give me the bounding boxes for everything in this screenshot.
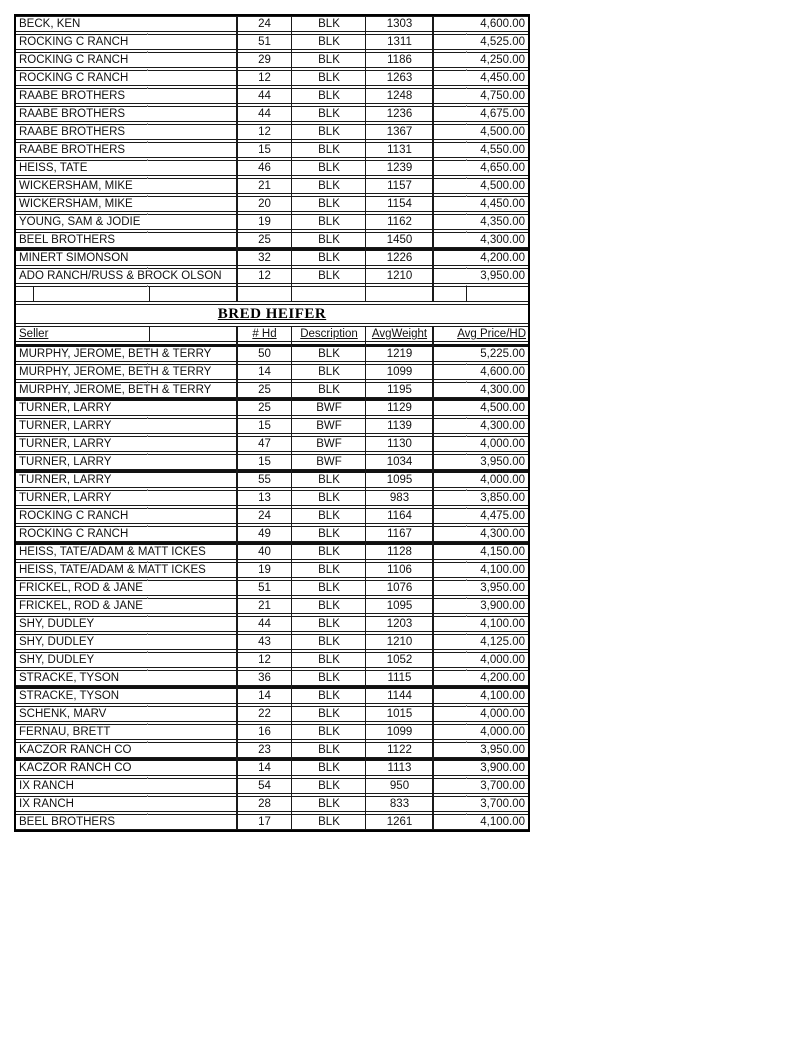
description-cell: BWF xyxy=(316,456,342,468)
seller-cell: ROCKING C RANCH xyxy=(19,72,129,84)
avg-weight-cell: 1099 xyxy=(386,726,413,738)
head-count-cell: 32 xyxy=(258,252,271,264)
table-row xyxy=(16,742,528,758)
description-cell: BLK xyxy=(318,654,340,666)
price-cell: 3,700.00 xyxy=(480,798,525,810)
avg-weight-cell: 1226 xyxy=(386,252,413,264)
price-cell: 4,350.00 xyxy=(480,216,525,228)
table-row xyxy=(16,526,528,542)
table-row xyxy=(16,268,528,284)
table-row xyxy=(16,814,528,830)
seller-cell: HEISS, TATE/ADAM & MATT ICKES xyxy=(19,546,206,558)
head-count-cell: 51 xyxy=(258,36,271,48)
seller-cell: HEISS, TATE xyxy=(19,162,88,174)
price-cell: 4,475.00 xyxy=(480,510,525,522)
avg-weight-cell: 1076 xyxy=(386,582,413,594)
seller-cell: RAABE BROTHERS xyxy=(19,108,126,120)
seller-cell: MURPHY, JEROME, BETH & TERRY xyxy=(19,384,212,396)
description-cell: BLK xyxy=(318,384,340,396)
head-count-cell: 12 xyxy=(258,72,271,84)
header-description: Description xyxy=(300,328,358,340)
table-row xyxy=(16,652,528,668)
price-cell: 3,950.00 xyxy=(480,744,525,756)
avg-weight-cell: 1210 xyxy=(386,636,413,648)
description-cell: BLK xyxy=(318,474,340,486)
table-row xyxy=(16,580,528,596)
price-cell: 3,900.00 xyxy=(480,762,525,774)
head-count-cell: 44 xyxy=(258,618,271,630)
description-cell: BLK xyxy=(318,708,340,720)
head-count-cell: 14 xyxy=(258,366,271,378)
grid-line-price-upper xyxy=(432,16,434,302)
head-count-cell: 15 xyxy=(258,456,271,468)
avg-weight-cell: 1139 xyxy=(387,420,412,432)
page xyxy=(0,14,791,1038)
head-count-cell: 22 xyxy=(258,708,271,720)
head-count-cell: 25 xyxy=(258,234,271,246)
avg-weight-cell: 1164 xyxy=(387,510,412,522)
table-row xyxy=(16,724,528,740)
seller-cell: TURNER, LARRY xyxy=(19,438,112,450)
description-cell: BLK xyxy=(318,18,340,30)
table-row xyxy=(16,508,528,524)
head-count-cell: 40 xyxy=(258,546,271,558)
grid-line-description-upper xyxy=(291,16,292,302)
header-spacer xyxy=(150,327,237,341)
section-2-rows xyxy=(16,344,528,830)
avg-weight-cell: 833 xyxy=(389,798,410,810)
table-row xyxy=(16,778,528,794)
seller-cell: MURPHY, JEROME, BETH & TERRY xyxy=(19,366,212,378)
price-cell: 4,000.00 xyxy=(480,708,525,720)
head-count-cell: 21 xyxy=(258,600,271,612)
table-row xyxy=(16,214,528,230)
head-count-cell: 44 xyxy=(258,108,271,120)
seller-cell: SCHENK, MARV xyxy=(19,708,107,720)
avg-weight-cell: 1095 xyxy=(386,474,413,486)
seller-cell: SHY, DUDLEY xyxy=(19,618,95,630)
head-count-cell: 46 xyxy=(258,162,271,174)
description-cell: BLK xyxy=(318,672,340,684)
seller-cell: RAABE BROTHERS xyxy=(19,90,126,102)
description-cell: BLK xyxy=(318,162,340,174)
price-cell: 4,100.00 xyxy=(480,690,525,702)
description-cell: BLK xyxy=(318,618,340,630)
head-count-cell: 24 xyxy=(258,18,271,30)
head-count-cell: 25 xyxy=(258,384,271,396)
grid-line-blank-left-cell xyxy=(33,286,34,302)
column-header-row xyxy=(16,326,528,342)
table-row xyxy=(16,796,528,812)
header-avg-weight: AvgWeight xyxy=(371,328,428,340)
seller-cell: KACZOR RANCH CO xyxy=(19,744,132,756)
table-row xyxy=(16,70,528,86)
grid-line-weight-upper xyxy=(365,16,366,302)
seller-cell: RAABE BROTHERS xyxy=(19,144,126,156)
head-count-cell: 14 xyxy=(258,762,271,774)
seller-cell: TURNER, LARRY xyxy=(19,474,112,486)
head-count-cell: 54 xyxy=(258,780,271,792)
seller-cell: BECK, KEN xyxy=(19,18,81,30)
seller-cell: TURNER, LARRY xyxy=(19,492,112,504)
avg-weight-cell: 1122 xyxy=(387,744,412,756)
table-row xyxy=(16,562,528,578)
table-row xyxy=(16,418,528,434)
table-row xyxy=(16,142,528,158)
price-cell: 4,250.00 xyxy=(480,54,525,66)
table-row xyxy=(16,634,528,650)
description-cell: BLK xyxy=(318,72,340,84)
description-cell: BLK xyxy=(318,54,340,66)
seller-cell: FRICKEL, ROD & JANE xyxy=(19,582,143,594)
price-cell: 4,300.00 xyxy=(480,528,525,540)
seller-cell: SHY, DUDLEY xyxy=(19,654,95,666)
description-cell: BWF xyxy=(316,438,342,450)
table-row xyxy=(16,542,528,560)
seller-cell: ADO RANCH/RUSS & BROCK OLSON xyxy=(19,270,222,282)
head-count-cell: 55 xyxy=(258,474,271,486)
description-cell: BLK xyxy=(318,780,340,792)
head-count-cell: 36 xyxy=(258,672,271,684)
avg-weight-cell: 1367 xyxy=(386,126,413,138)
seller-cell: BEEL BROTHERS xyxy=(19,234,116,246)
table-row xyxy=(16,382,528,398)
description-cell: BLK xyxy=(318,690,340,702)
description-cell: BLK xyxy=(318,744,340,756)
seller-cell: TURNER, LARRY xyxy=(19,420,112,432)
price-cell: 4,100.00 xyxy=(480,564,525,576)
avg-weight-cell: 1154 xyxy=(387,198,412,210)
price-cell: 3,950.00 xyxy=(480,582,525,594)
table-row xyxy=(16,758,528,776)
price-cell: 4,650.00 xyxy=(480,162,525,174)
avg-weight-cell: 1131 xyxy=(387,144,412,156)
sale-report-table xyxy=(14,14,530,832)
grid-line-headcount-lower xyxy=(236,326,238,830)
section-divider xyxy=(16,304,528,324)
avg-weight-cell: 1015 xyxy=(386,708,413,720)
head-count-cell: 50 xyxy=(258,348,271,360)
description-cell: BWF xyxy=(316,402,342,414)
header-seller: Seller xyxy=(19,328,49,340)
section-title: BRED HEIFER xyxy=(217,306,327,322)
avg-weight-cell: 1113 xyxy=(387,762,412,774)
description-cell: BLK xyxy=(318,348,340,360)
price-cell: 5,225.00 xyxy=(480,348,525,360)
description-cell: BLK xyxy=(318,762,340,774)
description-cell: BLK xyxy=(318,126,340,138)
price-cell: 4,550.00 xyxy=(480,144,525,156)
avg-weight-cell: 1099 xyxy=(386,366,413,378)
description-cell: BLK xyxy=(318,816,340,828)
head-count-cell: 23 xyxy=(258,744,271,756)
head-count-cell: 13 xyxy=(258,492,271,504)
table-row xyxy=(16,686,528,704)
seller-cell: YOUNG, SAM & JODIE xyxy=(19,216,141,228)
seller-cell: RAABE BROTHERS xyxy=(19,126,126,138)
price-cell: 4,300.00 xyxy=(480,234,525,246)
seller-cell: SHY, DUDLEY xyxy=(19,636,95,648)
avg-weight-cell: 1450 xyxy=(386,234,413,246)
seller-cell: IX RANCH xyxy=(19,798,74,810)
price-cell: 4,450.00 xyxy=(480,72,525,84)
table-row xyxy=(16,124,528,140)
price-cell: 4,000.00 xyxy=(480,654,525,666)
table-row xyxy=(16,106,528,122)
table-row xyxy=(16,88,528,104)
avg-weight-cell: 1167 xyxy=(387,528,412,540)
price-cell: 3,950.00 xyxy=(480,456,525,468)
price-cell: 4,750.00 xyxy=(480,90,525,102)
description-cell: BLK xyxy=(318,198,340,210)
seller-cell: ROCKING C RANCH xyxy=(19,510,129,522)
price-cell: 4,000.00 xyxy=(480,438,525,450)
avg-weight-cell: 1261 xyxy=(386,816,413,828)
description-cell: BLK xyxy=(318,90,340,102)
avg-weight-cell: 1130 xyxy=(387,438,412,450)
table-row xyxy=(16,490,528,506)
head-count-cell: 14 xyxy=(258,690,271,702)
table-row xyxy=(16,616,528,632)
price-cell: 4,675.00 xyxy=(480,108,525,120)
table-row xyxy=(16,34,528,50)
description-cell: BLK xyxy=(318,234,340,246)
price-cell: 4,525.00 xyxy=(480,36,525,48)
head-count-cell: 12 xyxy=(258,126,271,138)
grid-line-headcount-upper xyxy=(236,16,238,302)
table-row xyxy=(16,344,528,362)
description-cell: BLK xyxy=(318,270,340,282)
seller-cell: TURNER, LARRY xyxy=(19,402,112,414)
head-count-cell: 29 xyxy=(258,54,271,66)
head-count-cell: 25 xyxy=(258,402,271,414)
price-cell: 4,100.00 xyxy=(480,618,525,630)
grid-line-weight-lower xyxy=(365,326,366,830)
avg-weight-cell: 1128 xyxy=(387,546,412,558)
avg-weight-cell: 1186 xyxy=(387,54,412,66)
head-count-cell: 20 xyxy=(258,198,271,210)
description-cell: BLK xyxy=(318,180,340,192)
head-count-cell: 51 xyxy=(258,582,271,594)
price-cell: 4,500.00 xyxy=(480,126,525,138)
grid-line-price-lower xyxy=(432,326,434,830)
table-row xyxy=(16,470,528,488)
description-cell: BLK xyxy=(318,252,340,264)
seller-cell: WICKERSHAM, MIKE xyxy=(19,180,133,192)
head-count-cell: 15 xyxy=(258,420,271,432)
avg-weight-cell: 1115 xyxy=(387,672,412,684)
price-cell: 3,900.00 xyxy=(480,600,525,612)
avg-weight-cell: 1236 xyxy=(386,108,413,120)
head-count-cell: 19 xyxy=(258,564,271,576)
head-count-cell: 28 xyxy=(258,798,271,810)
seller-cell: STRACKE, TYSON xyxy=(19,690,120,702)
price-cell: 4,450.00 xyxy=(480,198,525,210)
table-row xyxy=(16,178,528,194)
description-cell: BLK xyxy=(318,636,340,648)
table-row xyxy=(16,436,528,452)
avg-weight-cell: 1219 xyxy=(386,348,413,360)
grid-line-description-lower xyxy=(291,326,292,830)
head-count-cell: 43 xyxy=(258,636,271,648)
head-count-cell: 16 xyxy=(258,726,271,738)
seller-cell: KACZOR RANCH CO xyxy=(19,762,132,774)
table-row xyxy=(16,670,528,686)
seller-cell: HEISS, TATE/ADAM & MATT ICKES xyxy=(19,564,206,576)
description-cell: BLK xyxy=(318,510,340,522)
avg-weight-cell: 1144 xyxy=(387,690,412,702)
table-row xyxy=(16,364,528,380)
table-row xyxy=(16,16,528,32)
price-cell: 4,000.00 xyxy=(480,474,525,486)
description-cell: BLK xyxy=(318,144,340,156)
price-cell: 4,150.00 xyxy=(480,546,525,558)
table-row xyxy=(16,398,528,416)
table-row xyxy=(16,598,528,614)
price-cell: 4,200.00 xyxy=(480,252,525,264)
seller-cell: FRICKEL, ROD & JANE xyxy=(19,600,143,612)
price-cell: 4,500.00 xyxy=(480,402,525,414)
avg-weight-cell: 1303 xyxy=(386,18,413,30)
price-cell: 4,600.00 xyxy=(480,366,525,378)
price-cell: 4,300.00 xyxy=(480,420,525,432)
description-cell: BLK xyxy=(318,528,340,540)
description-cell: BLK xyxy=(318,492,340,504)
avg-weight-cell: 1157 xyxy=(387,180,412,192)
price-cell: 4,500.00 xyxy=(480,180,525,192)
seller-cell: IX RANCH xyxy=(19,780,74,792)
seller-cell: ROCKING C RANCH xyxy=(19,528,129,540)
price-cell: 4,600.00 xyxy=(480,18,525,30)
description-cell: BLK xyxy=(318,36,340,48)
head-count-cell: 21 xyxy=(258,180,271,192)
price-cell: 4,000.00 xyxy=(480,726,525,738)
header-head-count: # Hd xyxy=(252,328,277,340)
avg-weight-cell: 1195 xyxy=(387,384,412,396)
avg-weight-cell: 1129 xyxy=(387,402,412,414)
seller-cell: TURNER, LARRY xyxy=(19,456,112,468)
description-cell: BLK xyxy=(318,600,340,612)
head-count-cell: 15 xyxy=(258,144,271,156)
head-count-cell: 12 xyxy=(258,654,271,666)
table-row xyxy=(16,52,528,68)
seller-cell: BEEL BROTHERS xyxy=(19,816,116,828)
header-avg-price: Avg Price/HD xyxy=(457,328,526,340)
grid-line-seller-split-header xyxy=(149,326,150,342)
table-row xyxy=(16,160,528,176)
avg-weight-cell: 1095 xyxy=(386,600,413,612)
head-count-cell: 19 xyxy=(258,216,271,228)
avg-weight-cell: 1311 xyxy=(387,36,412,48)
seller-cell: FERNAU, BRETT xyxy=(19,726,111,738)
price-cell: 3,950.00 xyxy=(480,270,525,282)
avg-weight-cell: 1162 xyxy=(387,216,412,228)
seller-cell: ROCKING C RANCH xyxy=(19,36,129,48)
head-count-cell: 17 xyxy=(258,816,271,828)
description-cell: BLK xyxy=(318,798,340,810)
section-1-rows xyxy=(16,16,528,284)
seller-cell: WICKERSHAM, MIKE xyxy=(19,198,133,210)
grid-line-blank-price-cell xyxy=(466,286,467,302)
description-cell: BLK xyxy=(318,726,340,738)
avg-weight-cell: 1034 xyxy=(386,456,413,468)
blank-row xyxy=(16,286,528,302)
seller-cell: MINERT SIMONSON xyxy=(19,252,129,264)
avg-weight-cell: 1210 xyxy=(386,270,413,282)
avg-weight-cell: 1248 xyxy=(386,90,413,102)
description-cell: BLK xyxy=(318,108,340,120)
price-cell: 4,125.00 xyxy=(480,636,525,648)
description-cell: BWF xyxy=(316,420,342,432)
description-cell: BLK xyxy=(318,366,340,378)
seller-cell: ROCKING C RANCH xyxy=(19,54,129,66)
head-count-cell: 12 xyxy=(258,270,271,282)
price-cell: 4,300.00 xyxy=(480,384,525,396)
avg-weight-cell: 950 xyxy=(389,780,410,792)
avg-weight-cell: 1239 xyxy=(386,162,413,174)
seller-cell: STRACKE, TYSON xyxy=(19,672,120,684)
price-cell: 3,850.00 xyxy=(480,492,525,504)
table-row xyxy=(16,196,528,212)
avg-weight-cell: 1052 xyxy=(386,654,413,666)
avg-weight-cell: 1203 xyxy=(386,618,413,630)
description-cell: BLK xyxy=(318,564,340,576)
price-cell: 4,200.00 xyxy=(480,672,525,684)
price-cell: 3,700.00 xyxy=(480,780,525,792)
description-cell: BLK xyxy=(318,582,340,594)
seller-cell: MURPHY, JEROME, BETH & TERRY xyxy=(19,348,212,360)
grid-line-seller-split-blank xyxy=(149,286,150,302)
table-row xyxy=(16,454,528,470)
head-count-cell: 49 xyxy=(258,528,271,540)
description-cell: BLK xyxy=(318,546,340,558)
head-count-cell: 24 xyxy=(258,510,271,522)
table-row xyxy=(16,248,528,266)
table-row xyxy=(16,706,528,722)
head-count-cell: 44 xyxy=(258,90,271,102)
description-cell: BLK xyxy=(318,216,340,228)
avg-weight-cell: 983 xyxy=(389,492,410,504)
table-row xyxy=(16,232,528,248)
avg-weight-cell: 1106 xyxy=(387,564,412,576)
head-count-cell: 47 xyxy=(258,438,271,450)
price-cell: 4,100.00 xyxy=(480,816,525,828)
avg-weight-cell: 1263 xyxy=(386,72,413,84)
